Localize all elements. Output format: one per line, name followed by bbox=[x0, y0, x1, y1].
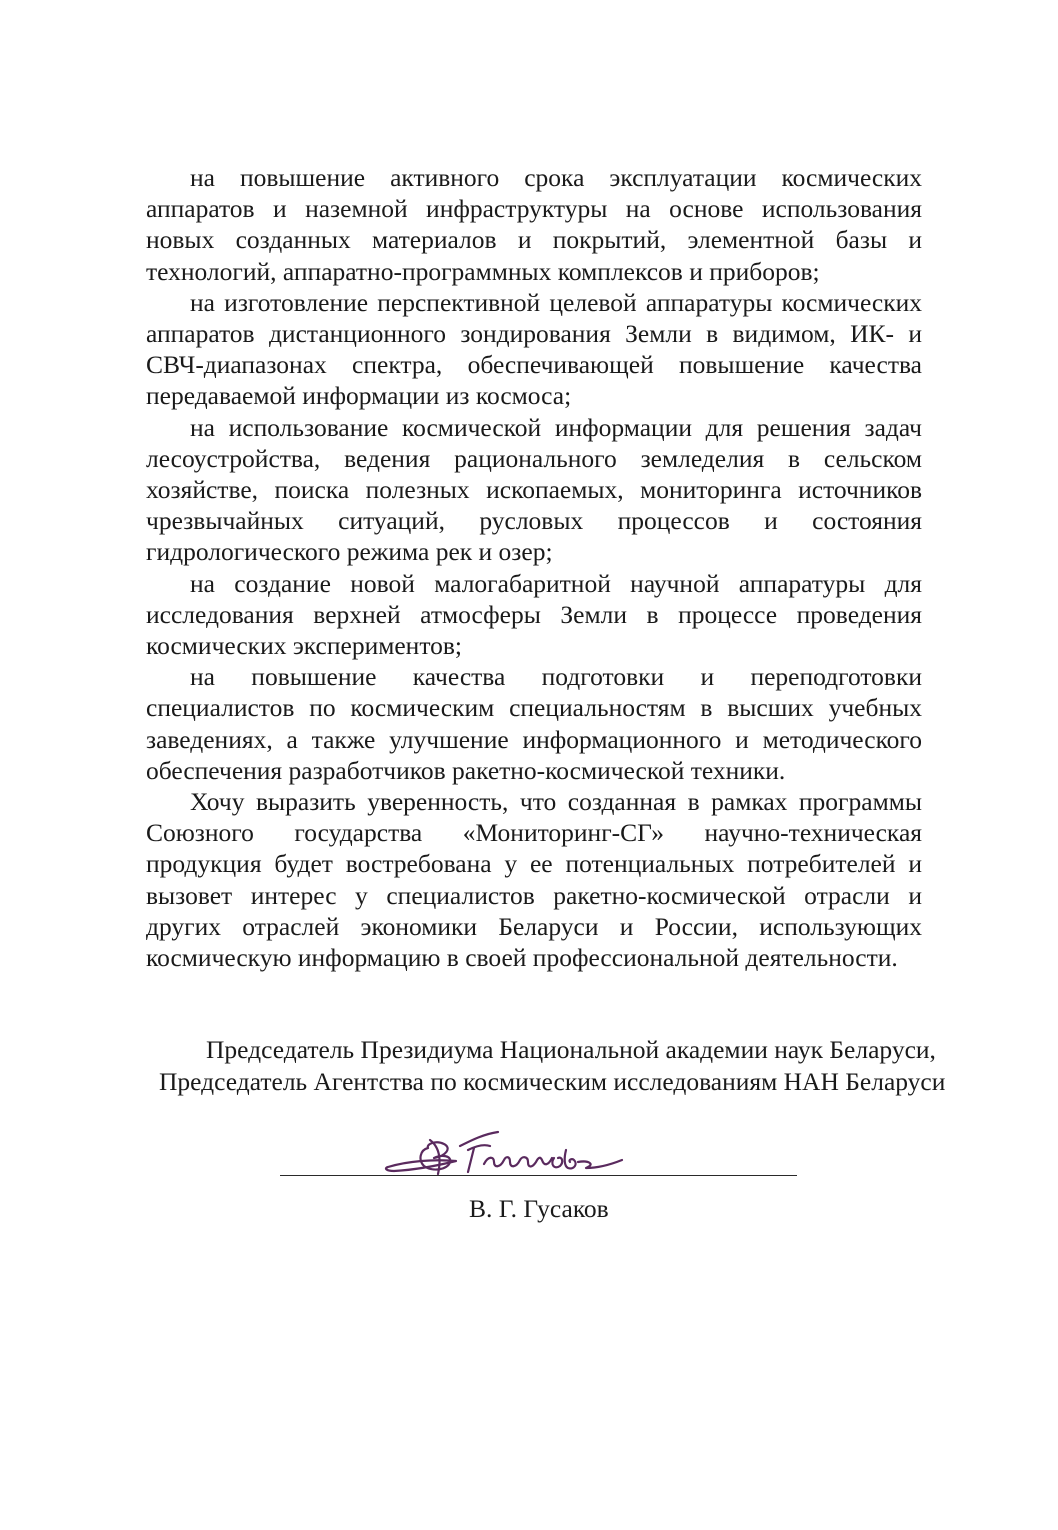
paragraph-5: на повышение качества подготовки и переподготовки специалистов по космическим специальностям в высших учебных заведениях, а также улучшение информационного и методического обеспечения разработчиков ракетно-космической техники. bbox=[146, 662, 922, 785]
signature-line bbox=[280, 1175, 797, 1176]
signer-position-line-2: Председатель Агентства по космическим исследованиям НАН Беларуси bbox=[159, 1067, 946, 1096]
paragraph-4: на создание новой малогабаритной научной аппаратуры для исследования верхней атмосферы Земли в процессе проведения космических экспериментов; bbox=[146, 568, 922, 661]
paragraph-6: Хочу выразить уверенность, что созданная в рамках программы Союзного государства «Мониторинг-СГ» научно-техническая продукция будет востребована у ее потенциальных потребителей и вызовет интерес у специалистов ракетно-космической отрасли и других отраслей экономики Беларуси и России, использующих космическую информацию в своей профессиональной деятельности. bbox=[146, 787, 922, 973]
paragraph-2: на изготовление перспективной целевой аппаратуры космических аппаратов дистанционного зондирования Земли в видимом, ИК- и СВЧ-диапазонах спектра, обеспечивающей повышение качества передаваемой информации из космоса; bbox=[146, 287, 922, 411]
signer-position-line-1: Председатель Президиума Национальной академии наук Беларуси, bbox=[206, 1035, 936, 1064]
paragraph-3: на использование космической информации для решения задач лесоустройства, ведения рационального земледелия в сельском хозяйстве, поиска полезных ископаемых, мониторинга источников чрезвычайных ситуаций, русловых процессов и состояния гидрологического режима рек и озер; bbox=[146, 412, 922, 567]
signer-name: В. Г. Гусаков bbox=[469, 1194, 609, 1223]
handwritten-signature bbox=[372, 1130, 652, 1186]
body-text bbox=[146, 162, 922, 973]
paragraph-1: на повышение активного срока эксплуатации космических аппаратов и наземной инфраструктуры на основе использования новых созданных материалов и покрытий, элементной базы и технологий, аппаратно-программных комплексов и приборов; bbox=[146, 163, 922, 286]
